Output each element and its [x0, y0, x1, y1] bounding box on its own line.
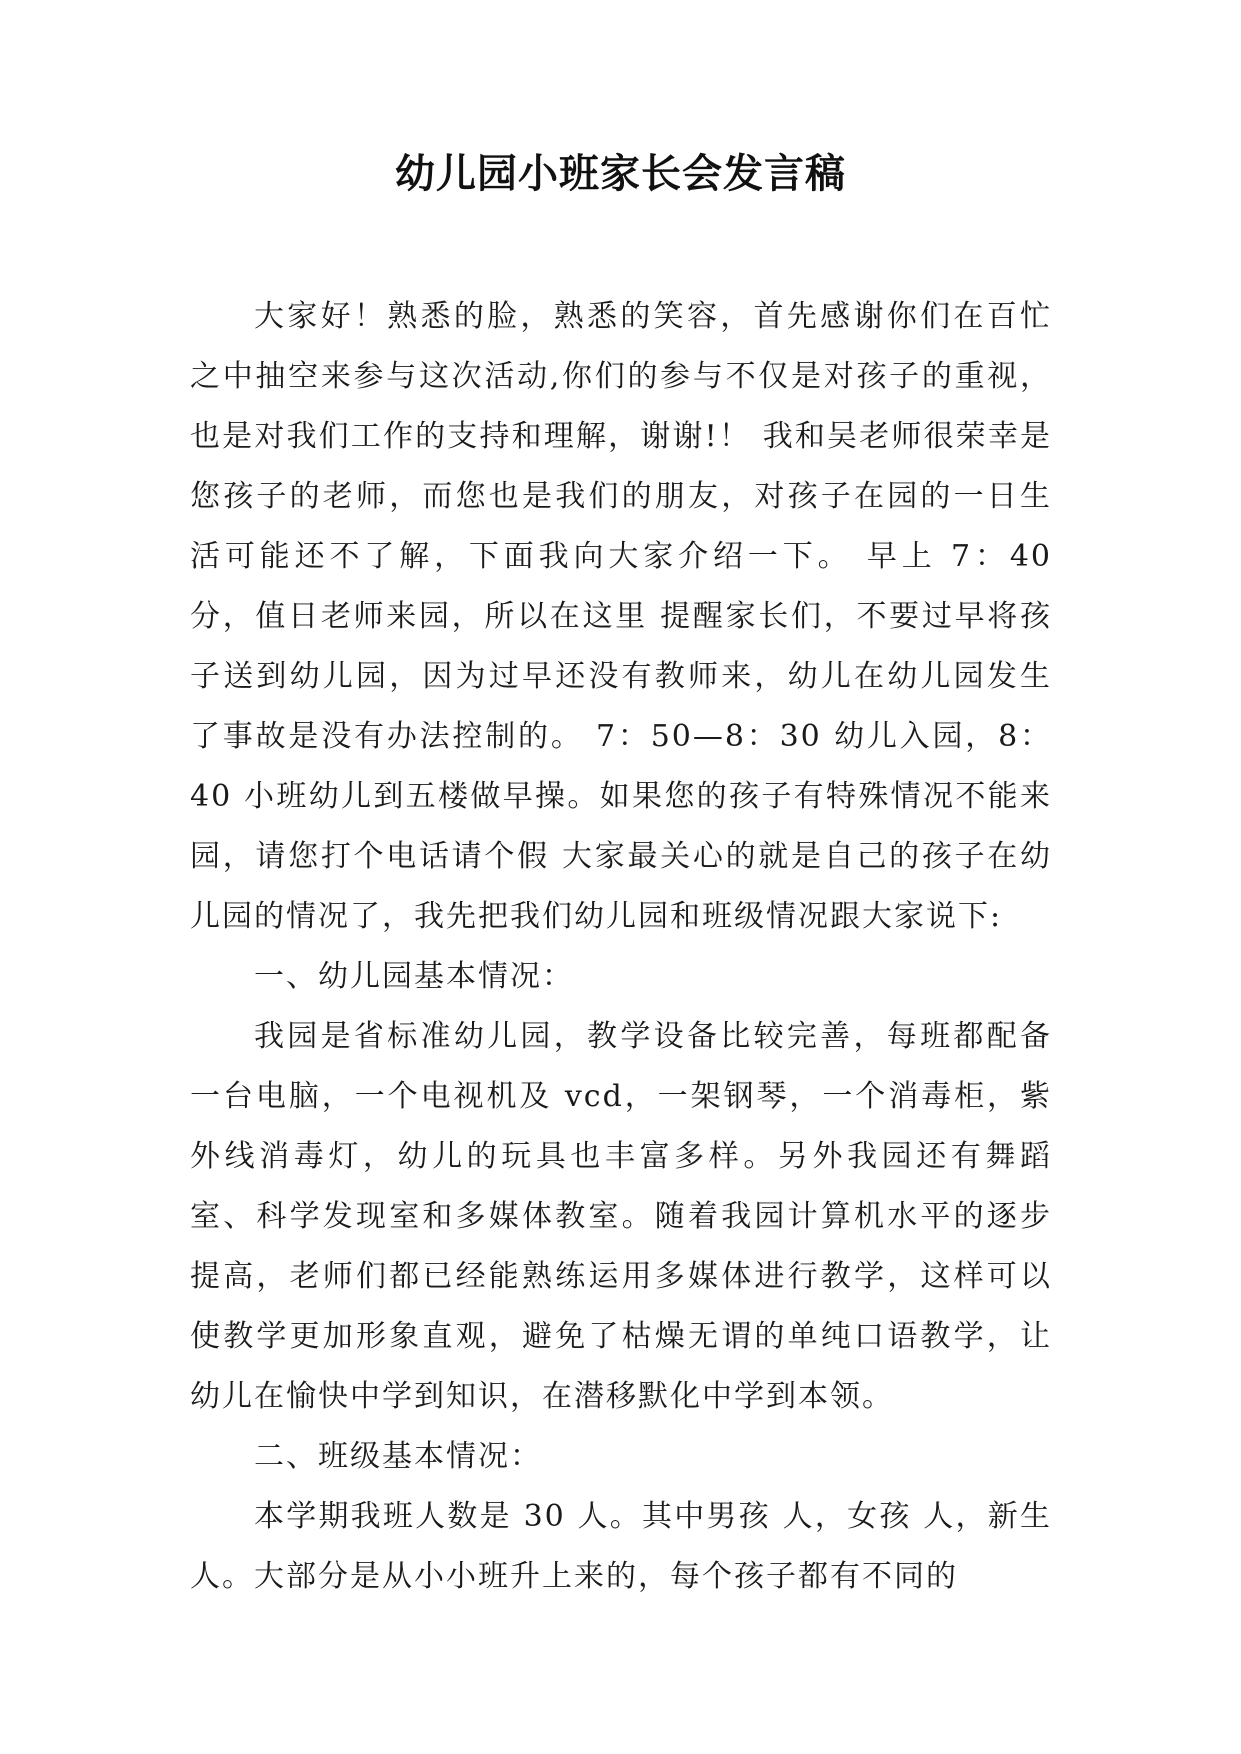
- section-heading-class: 二、班级基本情况：: [254, 1439, 542, 1474]
- paragraph-intro: 大家好！熟悉的脸，熟悉的笑容，首先感谢你们在百忙之中抽空来参与这次活动,你们的参与不仅是对孩子的重视，也是对我们工作的支持和理解，谢谢!！ 我和吴老师很荣幸是您孩子的老师，而您也是我们的朋友，对孩子在园的一日生活可能还不了解，下面我向大家介绍一下。 早上 7：40 分，值日老师来园，所以在这里 提醒家长们，不要过早将孩子送到幼儿园，因为过早还没有教师来，幼儿在幼儿园发生了事故是没有办法控制的。 7：50—8：30 幼儿入园，8：40 小班幼儿到五楼做早操。如果您的孩子有特殊情况不能来园，请您打个电话请个假 大家最关心的就是自己的孩子在幼儿园的情况了，我先把我们幼儿园和班级情况跟大家说下:: [190, 299, 1052, 934]
- document-body: [190, 287, 1052, 1607]
- paragraph-kindergarten-info: 我园是省标准幼儿园，教学设备比较完善，每班都配备一台电脑，一个电视机及 vcd，一架钢琴，一个消毒柜，紫外线消毒灯，幼儿的玩具也丰富多样。另外我园还有舞蹈室、科学发现室和多媒体教室。随着我园计算机水平的逐步提高，老师们都已经能熟练运用多媒体进行教学，这样可以使教学更加形象直观，避免了枯燥无谓的单纯口语教学，让幼儿在愉快中学到知识，在潜移默化中学到本领。: [190, 1019, 1052, 1414]
- section-heading-kindergarten: 一、幼儿园基本情况：: [254, 959, 574, 994]
- document-title: 幼儿园小班家长会发言稿: [395, 150, 846, 197]
- paragraph-class-info: 本学期我班人数是 30 人。其中男孩 人，女孩 人，新生 人。大部分是从小小班升上来的，每个孩子都有不同的: [190, 1499, 1052, 1594]
